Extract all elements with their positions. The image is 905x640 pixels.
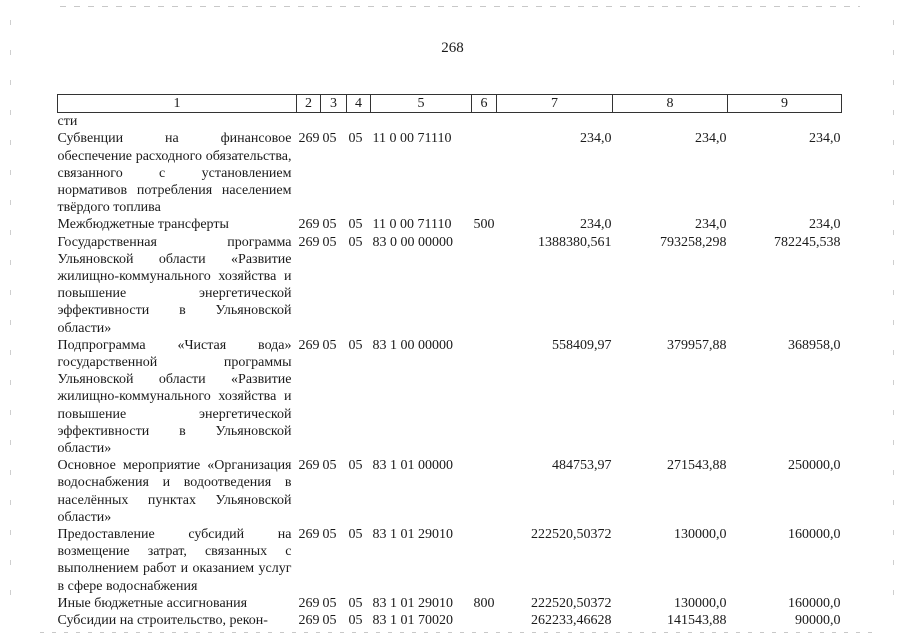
- row-amount-col9: 368958,0: [788, 337, 841, 353]
- scan-edge-left: [10, 20, 11, 620]
- header-col-4: 4: [347, 95, 371, 113]
- row-section-code: 05: [322, 217, 337, 233]
- row-target-code: 83 1 00 00000: [372, 337, 453, 353]
- row-admin-code: 269: [298, 595, 320, 611]
- row-expense-type: [472, 130, 497, 216]
- row-target-code: 83 0 00 00000: [372, 234, 453, 250]
- row-amount-col9: 234,0: [809, 217, 841, 233]
- header-col-7: 7: [497, 95, 613, 113]
- row-name: Иные бюджетные ассигнования: [57, 595, 248, 611]
- scan-edge-bottom: [40, 632, 880, 633]
- row-admin-code: 269: [298, 217, 320, 233]
- row-target-code: 11 0 00 71110: [372, 131, 452, 147]
- table-body: [58, 113, 842, 630]
- row-subsection-code: [347, 113, 371, 131]
- row-section-code: [321, 113, 347, 131]
- row-amount-col7: 558409,97: [552, 337, 612, 353]
- table-row: [58, 113, 842, 131]
- row-amount-col7: 222520,50372: [531, 527, 612, 543]
- row-amount-col9: [728, 113, 842, 131]
- row-target-code: 83 1 01 00000: [372, 458, 453, 474]
- row-admin-code: [297, 113, 321, 131]
- row-amount-col8: 379957,88: [667, 337, 727, 353]
- row-subsection-code: 05: [348, 595, 363, 611]
- table-row: [58, 595, 842, 612]
- table-row: [58, 337, 842, 457]
- row-amount-col8: 271543,88: [667, 458, 727, 474]
- row-admin-code: 269: [298, 131, 320, 147]
- row-amount-col7: 222520,50372: [531, 595, 612, 611]
- row-subsection-code: 05: [348, 527, 363, 543]
- row-subsection-code: 05: [348, 217, 363, 233]
- header-col-6: 6: [472, 95, 497, 113]
- row-name: Субсидии на строительство, рекон-: [57, 613, 268, 629]
- header-col-3: 3: [321, 95, 347, 113]
- header-row: [58, 95, 842, 113]
- row-amount-col9: 250000,0: [788, 458, 841, 474]
- row-expense-type: 500: [473, 217, 495, 233]
- table-row: [58, 612, 842, 629]
- row-amount-col7: 234,0: [580, 131, 612, 147]
- row-amount-col9: 90000,0: [795, 613, 841, 629]
- header-col-1: 1: [58, 95, 297, 113]
- page-number: 268: [441, 40, 464, 56]
- row-amount-col8: 234,0: [695, 131, 727, 147]
- row-admin-code: 269: [298, 458, 320, 474]
- row-amount-col8: 141543,88: [667, 613, 727, 629]
- row-amount-col7: 234,0: [580, 217, 612, 233]
- row-name: Подпрограмма «Чистая вода» государственной программы Ульяновской области «Развитие жилищно-коммунального хозяйства и повышение энергетической эффективности в Ульяновской области»: [57, 337, 292, 457]
- row-expense-type: [472, 234, 497, 337]
- budget-table: [57, 94, 842, 629]
- row-section-code: 05: [322, 458, 337, 474]
- row-amount-col9: 160000,0: [788, 527, 841, 543]
- row-target-code: 11 0 00 71110: [372, 217, 452, 233]
- row-name: Межбюджетные трансферты: [57, 217, 229, 233]
- row-target-code: 83 1 01 70020: [372, 613, 453, 629]
- table-row: [58, 457, 842, 526]
- row-expense-type: [472, 612, 497, 629]
- table-row: [58, 234, 842, 337]
- header-col-8: 8: [613, 95, 728, 113]
- row-name: Субвенции на финансовое обеспечение расходного обязательства, связанного с установлением нормативов потребления населением твёрдого топлива: [57, 131, 292, 216]
- row-target-code: 83 1 01 29010: [372, 527, 453, 543]
- row-amount-col7: [497, 113, 613, 131]
- row-admin-code: 269: [298, 234, 320, 250]
- row-subsection-code: 05: [348, 458, 363, 474]
- row-amount-col8: 130000,0: [674, 527, 727, 543]
- row-subsection-code: 05: [348, 613, 363, 629]
- row-amount-col9: 160000,0: [788, 595, 841, 611]
- header-col-2: 2: [297, 95, 321, 113]
- row-section-code: 05: [322, 595, 337, 611]
- row-admin-code: 269: [298, 613, 320, 629]
- row-amount-col7: 484753,97: [552, 458, 612, 474]
- row-section-code: 05: [322, 337, 337, 353]
- row-subsection-code: 05: [348, 337, 363, 353]
- row-subsection-code: 05: [348, 234, 363, 250]
- row-expense-type: [472, 457, 497, 526]
- scan-edge-top: [60, 6, 860, 7]
- row-section-code: 05: [322, 613, 337, 629]
- row-expense-type: [472, 113, 497, 131]
- row-amount-col8: 793258,298: [660, 234, 727, 250]
- row-name: Государственная программа Ульяновской области «Развитие жилищно-коммунального хозяйства и повышение энергетической эффективности в Ульяновской области»: [57, 234, 292, 336]
- table-row: [58, 526, 842, 595]
- row-expense-type: 800: [473, 595, 495, 611]
- row-amount-col8: [613, 113, 728, 131]
- row-section-code: 05: [322, 131, 337, 147]
- row-target-code: [371, 113, 472, 131]
- row-expense-type: [472, 337, 497, 457]
- row-section-code: 05: [322, 527, 337, 543]
- row-amount-col9: 782245,538: [774, 234, 841, 250]
- row-amount-col8: 234,0: [695, 217, 727, 233]
- row-section-code: 05: [322, 234, 337, 250]
- row-name: Предоставление субсидий на возмещение затрат, связанных с выполнением работ и оказанием услуг в сфере водоснабжения: [57, 527, 292, 594]
- header-col-9: 9: [728, 95, 842, 113]
- row-amount-col8: 130000,0: [674, 595, 727, 611]
- row-admin-code: 269: [298, 337, 320, 353]
- row-target-code: 83 1 01 29010: [372, 595, 453, 611]
- table-row: [58, 216, 842, 233]
- row-name: Основное мероприятие «Организация водоснабжения и водоотведения в населённых пунктах Ульяновской области»: [57, 458, 292, 525]
- header-col-5: 5: [371, 95, 472, 113]
- row-amount-col7: 262233,46628: [531, 613, 612, 629]
- row-amount-col7: 1388380,561: [538, 234, 612, 250]
- row-name: сти: [57, 114, 78, 130]
- scan-edge-right: [893, 20, 894, 620]
- table-header: [58, 95, 842, 113]
- table-row: [58, 130, 842, 216]
- row-expense-type: [472, 526, 497, 595]
- row-amount-col9: 234,0: [809, 131, 841, 147]
- row-subsection-code: 05: [348, 131, 363, 147]
- row-admin-code: 269: [298, 527, 320, 543]
